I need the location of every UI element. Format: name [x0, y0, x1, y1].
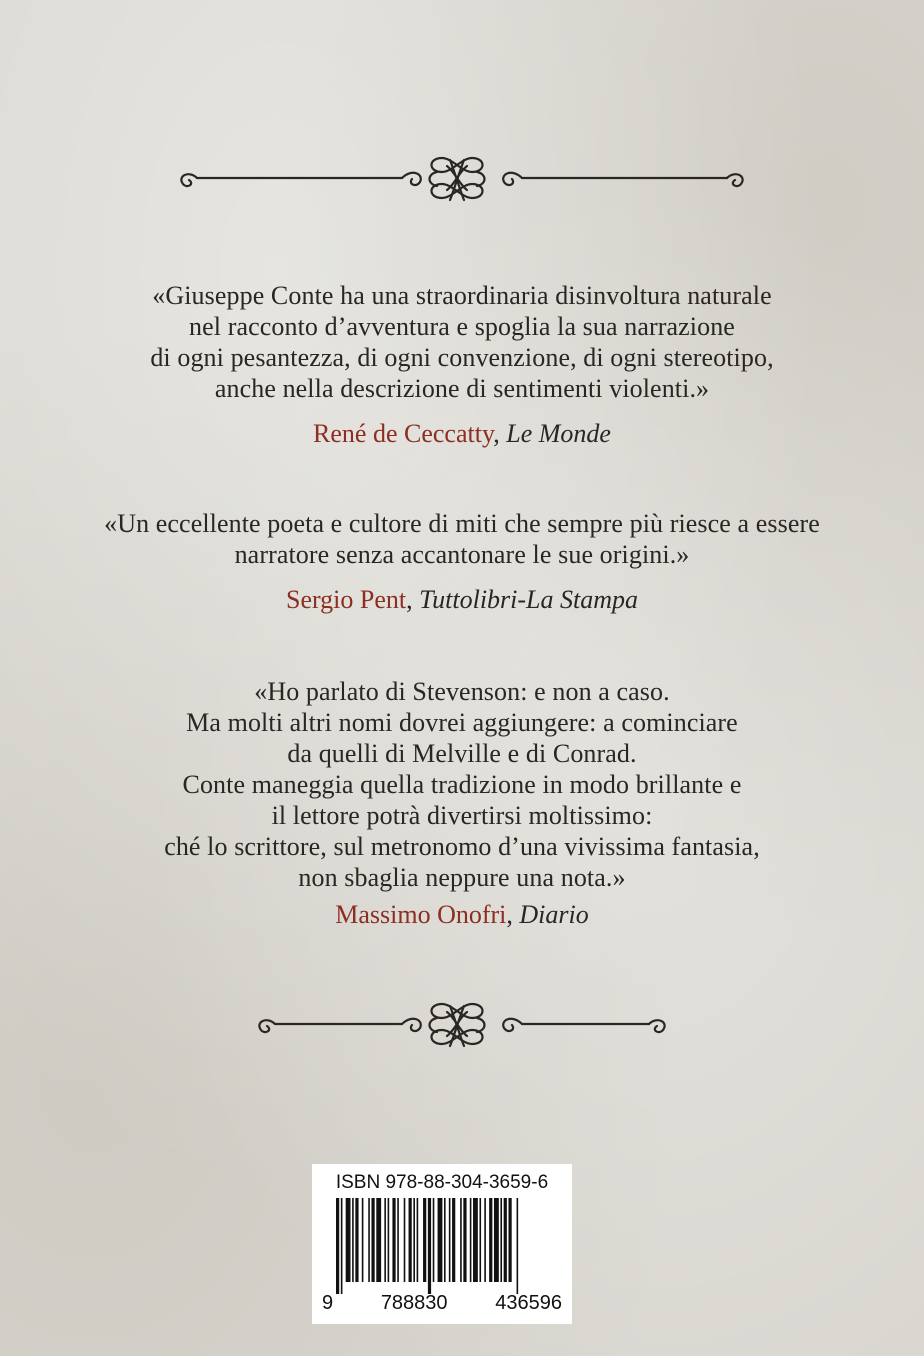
barcode-bar — [417, 1198, 419, 1282]
barcode-bar — [484, 1198, 486, 1282]
barcode-bar — [371, 1198, 374, 1282]
barcode-bar — [413, 1198, 415, 1282]
quote-author: Sergio Pent — [285, 585, 407, 614]
quote-line: «Giuseppe Conte ha una straordinaria disinvoltura naturale — [152, 281, 772, 310]
quote-attribution — [0, 418, 924, 449]
quote-author: René de Ceccatty — [313, 419, 494, 448]
barcode-bar — [368, 1198, 370, 1282]
barcode-bar — [473, 1198, 478, 1282]
barcode-bar — [460, 1198, 462, 1282]
quote-source: Diario — [519, 900, 589, 929]
quote-line: anche nella descrizione di sentimenti violenti.» — [214, 374, 710, 403]
ornament-divider-top — [0, 150, 924, 210]
quote-block-3 — [0, 676, 924, 930]
quote-line: Ma molti altri nomi dovrei aggiungere: a cominciare — [186, 708, 738, 737]
quote-line: non sbaglia neppure una nota.» — [298, 863, 626, 892]
quote-line: Conte maneggia quella tradizione in modo brillante e — [182, 770, 742, 799]
barcode-bar — [489, 1198, 492, 1282]
barcode-bar — [428, 1198, 431, 1294]
quote-source: Le Monde — [506, 419, 611, 448]
barcode-bar — [404, 1198, 406, 1282]
attribution-separator: , — [406, 585, 420, 614]
quote-line: il lettore potrà divertirsi moltissimo: — [271, 801, 653, 830]
quote-block-2 — [0, 508, 924, 615]
barcode-bar — [479, 1198, 481, 1282]
flourish-icon — [167, 150, 757, 210]
barcode-bar — [392, 1198, 395, 1282]
barcode-bar — [362, 1198, 364, 1282]
barcode-bars-icon — [322, 1198, 562, 1294]
barcode-bar — [433, 1198, 435, 1282]
ornament-divider-bottom — [0, 996, 924, 1056]
quote-line: ché lo scrittore, sul metronomo d’una vivissima fantasia, — [164, 832, 760, 861]
attribution-separator: , — [493, 419, 507, 448]
barcode-bar — [397, 1198, 399, 1282]
barcode-bar — [449, 1198, 451, 1282]
attribution-separator: , — [506, 900, 520, 929]
isbn-label: ISBN 978-88-304-3659-6 — [335, 1172, 549, 1193]
barcode-digit-group: 9 — [322, 1292, 334, 1314]
barcode-bar — [463, 1198, 466, 1282]
barcode-bar — [376, 1198, 381, 1282]
quote-line: «Un eccellente poeta e cultore di miti che sempre più riesce a essere — [104, 509, 820, 538]
quote-source: Tuttolibri-La Stampa — [419, 585, 639, 614]
barcode-bar — [336, 1198, 339, 1294]
quote-line: nel racconto d’avventura e spoglia la sua narrazione — [189, 312, 735, 341]
barcode-bar — [517, 1198, 519, 1294]
barcode-bar — [388, 1198, 390, 1282]
quote-attribution — [0, 584, 924, 615]
quote-attribution — [0, 899, 924, 930]
barcode-bar — [470, 1198, 472, 1282]
barcode-bar — [341, 1198, 343, 1294]
barcode-bar — [452, 1198, 455, 1282]
barcode-bar — [409, 1198, 412, 1282]
quote-line: da quelli di Melville e di Conrad. — [287, 739, 637, 768]
barcode-bar — [352, 1198, 354, 1282]
quote-block-1 — [0, 280, 924, 449]
barcode-bar — [384, 1198, 386, 1282]
barcode-digit-group: 436596 — [495, 1292, 562, 1314]
barcode-bar — [423, 1198, 426, 1282]
quote-line: di ogni pesantezza, di ogni convenzione, di ogni stereotipo, — [150, 343, 774, 372]
barcode-bar — [438, 1198, 443, 1282]
barcode-bar — [346, 1198, 351, 1282]
quote-author: Massimo Onofri — [335, 900, 507, 929]
barcode-bar — [494, 1198, 499, 1282]
isbn-barcode — [312, 1164, 572, 1324]
barcode-digit-group: 788830 — [380, 1292, 448, 1314]
barcode-digits — [322, 1292, 562, 1315]
quote-line: narratore senza accantonare le sue origini.» — [234, 540, 690, 569]
barcode-bar — [355, 1198, 358, 1282]
barcode-bar — [504, 1198, 507, 1282]
flourish-icon — [247, 996, 677, 1056]
barcode-bar — [500, 1198, 502, 1282]
quote-line: «Ho parlato di Stevenson: e non a caso. — [254, 677, 670, 706]
barcode-bar — [508, 1198, 511, 1282]
barcode-bar — [444, 1198, 446, 1282]
